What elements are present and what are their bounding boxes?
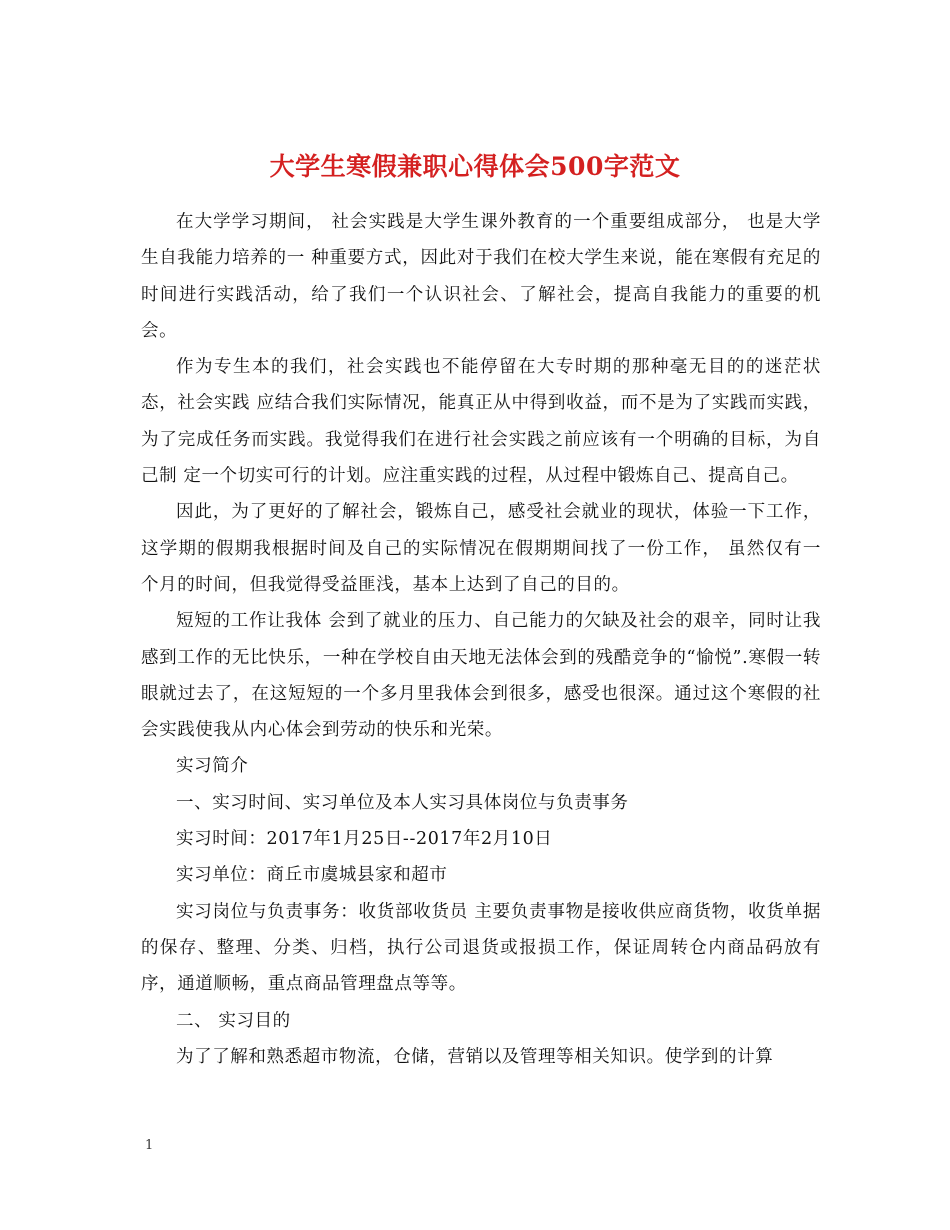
paragraph-3: 因此，为了更好的了解社会，锻炼自己，感受社会就业的现状，体验一下工作，这学期的假期我根据时间及自己的实际情况在假期期间找了一份工作， 虽然仅有一 个月的时间，但我觉得受益匪浅，基本上达到了自己的目的。 xyxy=(141,502,821,595)
internship-role: 实习岗位与负责事务：收货部收货员 主要负责事物是接收供应商货物，收货单据的保存、整理、分类、归档，执行公司退货或报损工作，保证周转仓内商品码放有序，通道顺畅，重点商品管理盘点等等。 xyxy=(141,901,821,995)
section-heading-internship-intro: 实习简介 xyxy=(176,756,249,777)
document-title: 大学生寒假兼职心得体会500字范文 xyxy=(269,151,681,181)
paragraph-2: 作为专生本的我们，社会实践也不能停留在大专时期的那种毫无目的的迷茫状态，社会实践 应结合我们实际情况，能真正从中得到收益，而不是为了实践而实践，为了完成任务而实践。我觉得我们在进行社会实践之前应该有一个明确的目标，为自己制 定一个切实可行的计划。应注重实践的过程，从过程中锻炼自己、提高自己。 xyxy=(141,357,821,487)
document-body xyxy=(141,204,821,1075)
paragraph-4: 短短的工作让我体 会到了就业的压力、自己能力的欠缺及社会的艰辛，同时让我感到工作的无比快乐，一种在学校自由天地无法体会到的残酷竞争的“愉悦”.寒假一转眼就过去了，在这短短的一个多月里我体会到很多，感受也很深。通过这个寒假的社会实践使我从内心体会到劳动的快乐和光荣。 xyxy=(141,611,821,741)
internship-time: 实习时间：2017年1月25日--2017年2月10日 xyxy=(176,829,553,850)
internship-unit: 实习单位：商丘市虞城县家和超市 xyxy=(176,865,448,886)
paragraph-1: 在大学学习期间， 社会实践是大学生课外教育的一个重要组成部分， 也是大学生自我能力培养的一 种重要方式，因此对于我们在校大学生来说，能在寒假有充足的时间进行实践活动，给了我们一个认识社会、了解社会，提高自我能力的重要的机会。 xyxy=(141,212,821,341)
paragraph-purpose: 为了了解和熟悉超市物流，仓储，营销以及管理等相关知识。使学到的计算 xyxy=(176,1046,774,1067)
page-number: 1 xyxy=(145,1138,154,1153)
section-heading-time-unit-role: 一、实习时间、实习单位及本人实习具体岗位与负责事务 xyxy=(176,792,629,813)
section-heading-purpose: 二、 实习目的 xyxy=(176,1010,291,1031)
